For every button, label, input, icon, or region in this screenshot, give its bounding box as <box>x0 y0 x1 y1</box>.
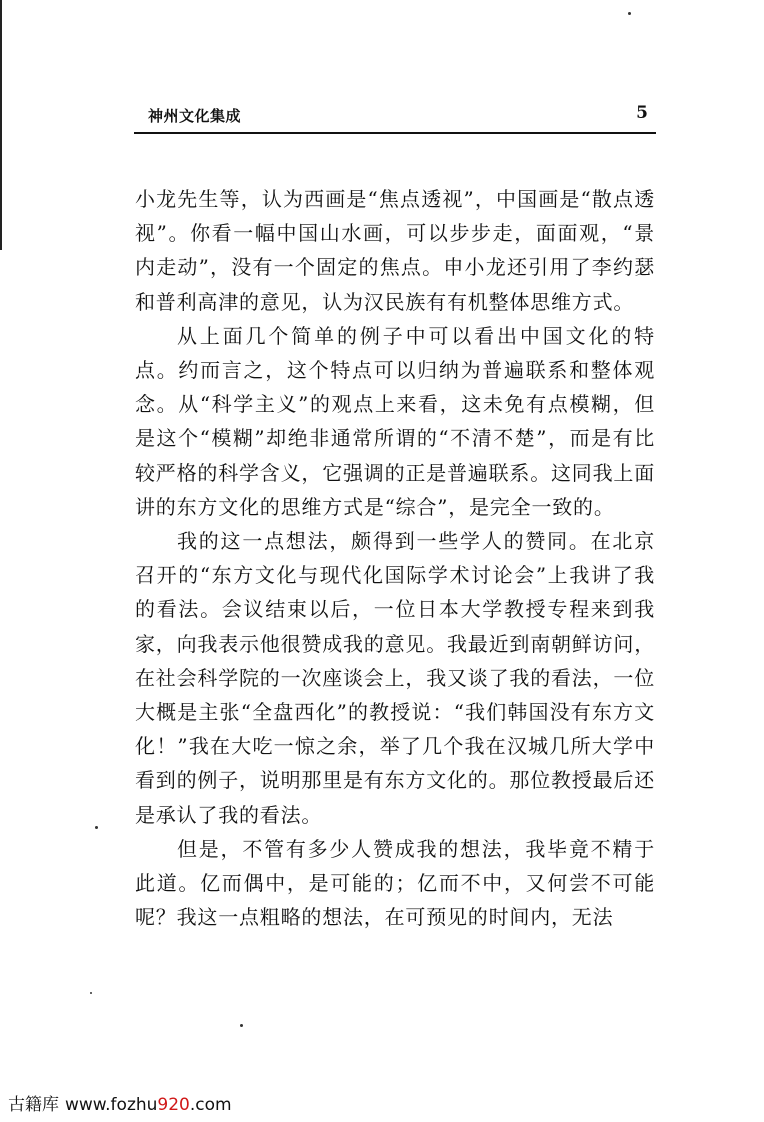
paragraph: 小龙先生等，认为西画是“焦点透视”，中国画是“散点透视”。你看一幅中国山水画，可以步步走，面面观，“景内走动”，没有一个固定的焦点。申小龙还引用了李约瑟和普利高津的意见，认为汉民族有有机整体思维方式。 <box>135 187 655 314</box>
paragraph: 我的这一点想法，颇得到一些学人的赞同。在北京召开的“东方文化与现代化国际学术讨论会”上我讲了我的看法。会议结束以后，一位日本大学教授专程来到我家，向我表示他很赞成我的意见。我最近到南朝鲜访问，在社会科学院的一次座谈会上，我又谈了我的看法，一位大概是主张“全盘西化”的教授说：“我们韩国没有东方文化！”我在大吃一惊之余，举了几个我在汉城几所大学中看到的例子，说明那里是有东方文化的。那位教授最后还是承认了我的看法。 <box>135 529 655 827</box>
book-title: 神州文化集成 <box>148 107 242 125</box>
paragraph: 但是，不管有多少人赞成我的想法，我毕竟不精于此道。亿而偶中，是可能的；亿而不中，又何尝不可能呢？我这一点粗略的想法，在可预见的时间内，无法 <box>135 836 655 930</box>
page-number: 5 <box>636 103 648 123</box>
scan-speck <box>95 826 98 829</box>
scan-edge-line <box>0 0 2 250</box>
running-header <box>134 100 656 134</box>
url-prefix: www.fozhu <box>65 1095 158 1115</box>
site-url[interactable] <box>65 1095 232 1115</box>
paragraph: 从上面几个简单的例子中可以看出中国文化的特点。约而言之，这个特点可以归纳为普遍联系和整体观念。从“科学主义”的观点上来看，这未免有点模糊，但是这个“模糊”却绝非通常所谓的“不清不楚”，而是有比较严格的科学含义，它强调的正是普遍联系。这同我上面讲的东方文化的思维方式是“综合”，是完全一致的。 <box>135 323 655 519</box>
url-number: 920 <box>157 1095 190 1115</box>
body-text <box>135 182 655 934</box>
site-name: 古籍库 <box>8 1095 59 1115</box>
scan-speck <box>90 992 92 994</box>
scan-speck <box>240 1024 243 1027</box>
footer-watermark <box>8 1090 232 1115</box>
url-suffix: .com <box>189 1095 232 1115</box>
scan-speck <box>628 12 631 15</box>
